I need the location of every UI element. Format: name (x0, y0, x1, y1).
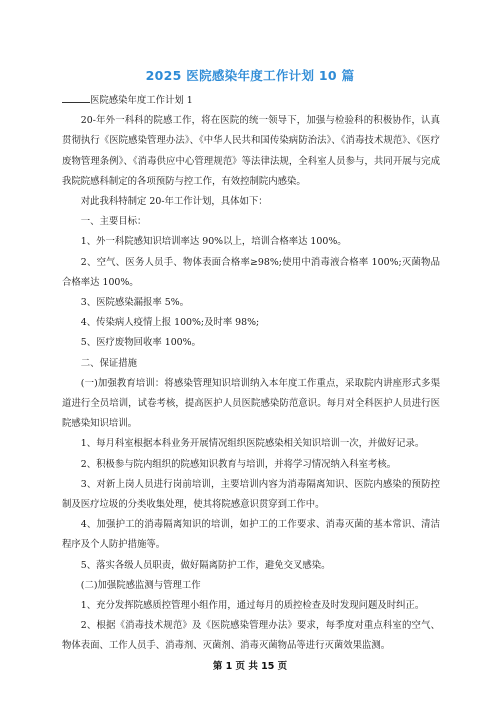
goal-item-2: 2、空气、医务人员手、物体表面合格率≥98%;使用中消毒液合格率 100%;灭菌物品合格率达 100%。 (62, 256, 440, 288)
monitoring-item-2: 2、根据《消毒技术规范》及《医院感染管理办法》要求，每季度对重点科室的空气、物体表面、工作人员手、消毒剂、灭菌剂、消毒灭菌物品等进行灭菌效果监测。 (62, 620, 440, 652)
measure-monitoring: (二)加强院感监测与管理工作 (80, 579, 201, 591)
document-body (62, 91, 440, 657)
goal-item-5: 5、医疗废物回收率 100%。 (80, 337, 201, 349)
subtitle-text: 医院感染年度工作计划 1 (90, 95, 193, 106)
measure-education: (一)加强教育培训：将感染管理知识培训纳入本年度工作重点，采取院内讲座形式多渠道进行全员培训，试卷考核，提高医护人员医院感染防范意识。每月对全科医护人员进行医院感染知识培训。 (62, 377, 440, 430)
education-item-3: 3、对新上岗人员进行岗前培训，主要培训内容为消毒隔离知识、医院内感染的预防控制及医疗垃圾的分类收集处理，使其将院感意识贯穿到工作中。 (62, 478, 440, 511)
paragraph-intro: 20-年外一科科的院感工作，将在医院的统一领导下，加强与检验科的积极协作，认真贯彻执行《医院感染管理办法》、《中华人民共和国传染病防治法》、《消毒技术规范》、《医疗废物管理条例》、《消毒供应中心管理规范》等法律法规，全科室人员参与，共同开展与完成我院院感科制定的各项预防与控工作，有效控制院内感染。 (62, 115, 440, 187)
goal-item-4: 4、传染病人疫情上报 100%;及时率 98%; (80, 317, 260, 329)
education-item-1: 1、每月科室根据本科业务开展情况组织医院感染相关知识培训一次，并做好记录。 (80, 438, 425, 450)
paragraph-plan-statement: 对此我科特制定 20-年工作计划，具体如下： (80, 196, 268, 208)
goal-item-3: 3、医院感染漏报率 5%。 (80, 297, 189, 309)
education-item-4: 4、加强护工的消毒隔离知识的培训，如护工的工作要求、消毒灭菌的基本常识、清洁程序及个人防护措施等。 (62, 519, 440, 551)
education-item-5: 5、落实各级人员职责，做好隔离防护工作，避免交叉感染。 (80, 559, 331, 571)
goal-item-1: 1、外一科院感知识培训率达 90%以上，培训合格率达 100%。 (80, 236, 347, 248)
section-heading-measures: 二、保证措施 (80, 357, 138, 369)
document-subtitle (62, 91, 440, 111)
page-number-footer: 第 1 页 共 15 页 (212, 661, 288, 672)
subtitle-underline-blank (62, 93, 90, 103)
education-item-2: 2、积极参与院内组织的院感知识教育与培训，并将学习情况纳入科室考核。 (80, 458, 397, 470)
monitoring-item-1: 1、充分发挥院感质控管理小组作用，通过每月的质控检查及时发现问题及时纠正。 (80, 600, 425, 612)
section-heading-goals: 一、主要目标： (80, 216, 147, 228)
document-title: 2025 医院感染年度工作计划 10 篇 (145, 68, 355, 83)
